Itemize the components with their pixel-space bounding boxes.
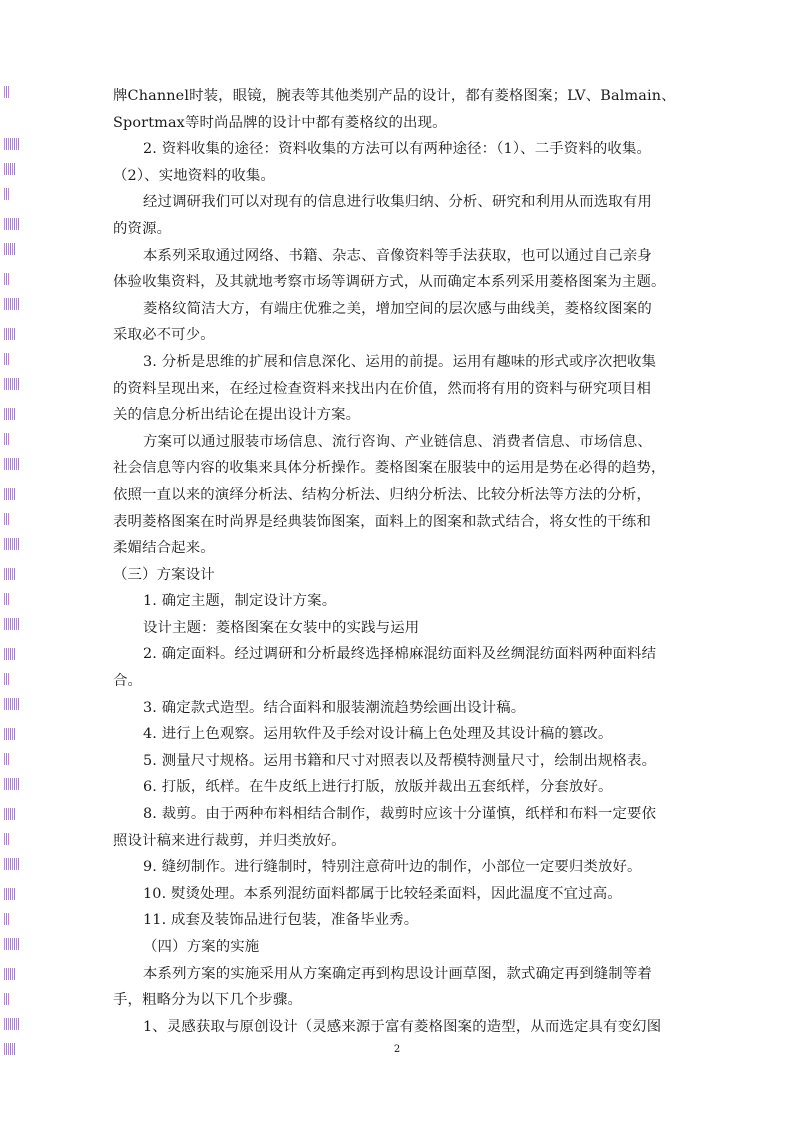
margin-mark [4, 728, 16, 740]
margin-mark [4, 218, 20, 230]
text-line: 照设计稿来进行裁剪，并归类放好。 [113, 832, 346, 849]
text-line: 关的信息分析出结论在提出设计方案。 [113, 407, 361, 424]
margin-mark [4, 993, 10, 1005]
margin-mark [4, 568, 16, 580]
text-line: 的资源。 [113, 220, 172, 237]
margin-mark [4, 273, 10, 285]
text-line: 设计主题：菱格图案在女装中的实践与运用 [143, 619, 420, 636]
text-line: （三）方案设计 [113, 566, 215, 583]
text-line: 的资料呈现出来，在经过检查资料来找出内在价值，然而将有用的资料与研究项目相 [113, 380, 652, 397]
margin-mark [4, 138, 20, 150]
margin-mark [4, 648, 16, 660]
margin-mark [4, 488, 16, 500]
text-line: 方案可以通过服装市场信息、流行咨询、产业链信息、消费者信息、市场信息、 [143, 433, 652, 450]
margin-mark [4, 593, 10, 605]
text-line: 10. 熨烫处理。本系列混纺面料都属于比较轻柔面料，因此温度不宜过高。 [143, 885, 622, 902]
margin-mark [4, 538, 20, 550]
text-line: 8. 裁剪。由于两种布料相结合制作，裁剪时应该十分谨慎，纸样和布料一定要依 [143, 806, 657, 823]
text-line: 11. 成套及装饰品进行包装，准备毕业秀。 [143, 912, 419, 929]
margin-mark [4, 968, 16, 980]
text-line: （2）、实地资料的收集。 [113, 167, 276, 184]
margin-mark [4, 328, 16, 340]
text-line: 1. 确定主题，制定设计方案。 [143, 593, 337, 610]
margin-mark [4, 513, 10, 525]
text-line: 体验收集资料，及其就地考察市场等调研方式，从而确定本系列采用菱格图案为主题。 [113, 274, 666, 291]
text-line: 柔媚结合起来。 [113, 540, 215, 557]
margin-mark [4, 86, 10, 98]
body-text [113, 83, 713, 1040]
text-line: 采取必不可少。 [113, 327, 215, 344]
text-line: 本系列采取通过网络、书籍、杂志、音像资料等手法获取，也可以通过自己亲身 [143, 247, 652, 264]
text-line: （四）方案的实施 [143, 939, 260, 955]
margin-mark [4, 913, 10, 925]
margin-mark [4, 188, 10, 200]
margin-mark [4, 163, 16, 175]
margin-mark [4, 858, 20, 870]
margin-mark [4, 778, 20, 790]
margin-mark [4, 698, 20, 710]
margin-mark [4, 458, 20, 470]
text-line: 牌Channel时装，眼镜，腕表等其他类别产品的设计，都有菱格图案；LV、Balmain、 [113, 88, 676, 104]
text-line: 1、灵感获取与原创设计（灵感来源于富有菱格图案的造型，从而选定具有变幻图 [143, 1018, 662, 1035]
margin-mark [4, 353, 10, 365]
margin-scan-artifacts [0, 78, 24, 1068]
text-line: Sportmax等时尚品牌的设计中都有菱格纹的出现。 [113, 114, 447, 131]
margin-mark [4, 753, 10, 765]
page-number: 2 [393, 1044, 401, 1055]
text-line: 菱格纹简洁大方，有端庄优雅之美，增加空间的层次感与曲线美，菱格纹图案的 [143, 300, 652, 317]
margin-mark [4, 833, 10, 845]
text-line: 5. 测量尺寸规格。运用书籍和尺寸对照表以及帮模特测量尺寸，绘制出规格表。 [143, 752, 657, 769]
text-line: 3. 确定款式造型。结合面料和服装潮流趋势绘画出设计稿。 [143, 699, 526, 716]
text-line: 社会信息等内容的收集来具体分析操作。菱格图案在服装中的运用是势在必得的趋势， [113, 460, 666, 477]
text-line: 经过调研我们可以对现有的信息进行收集归纳、分析、研究和利用从而选取有用 [143, 194, 652, 211]
margin-mark [4, 433, 10, 445]
text-line: 3. 分析是思维的扩展和信息深化、运用的前提。运用有趣味的形式或序次把收集 [143, 353, 657, 370]
margin-mark [4, 938, 20, 950]
text-line: 2. 资料收集的途径：资料收集的方法可以有两种途径：（1）、二手资料的收集。 [143, 141, 652, 158]
margin-mark [4, 243, 16, 255]
text-line: 2. 确定面料。经过调研和分析最终选择棉麻混纺面料及丝绸混纺面料两种面料结 [143, 646, 657, 663]
text-line: 9. 缝纫制作。进行缝制时，特别注意荷叶边的制作，小部位一定要归类放好。 [143, 859, 642, 876]
margin-mark [4, 1018, 20, 1030]
text-line: 手，粗略分为以下几个步骤。 [113, 992, 303, 1009]
text-line: 4. 进行上色观察。运用软件及手绘对设计稿上色处理及其设计稿的篡改。 [143, 726, 613, 743]
text-line: 本系列方案的实施采用从方案确定再到构思设计画草图，款式确定再到缝制等着 [143, 965, 652, 982]
text-line: 6. 打版，纸样。在牛皮纸上进行打版，放版并裁出五套纸样，分套放好。 [143, 779, 613, 796]
text-line: 表明菱格图案在时尚界是经典装饰图案，面料上的图案和款式结合，将女性的干练和 [113, 513, 652, 530]
text-line: 合。 [113, 673, 143, 690]
margin-mark [4, 378, 20, 390]
margin-mark [4, 808, 16, 820]
margin-mark [4, 298, 20, 310]
text-line: 依照一直以来的演绎分析法、结构分析法、归纳分析法、比较分析法等方法的分析， [113, 486, 652, 503]
margin-mark [4, 888, 16, 900]
margin-mark [4, 673, 10, 685]
margin-mark [4, 408, 16, 420]
margin-mark [4, 618, 20, 630]
